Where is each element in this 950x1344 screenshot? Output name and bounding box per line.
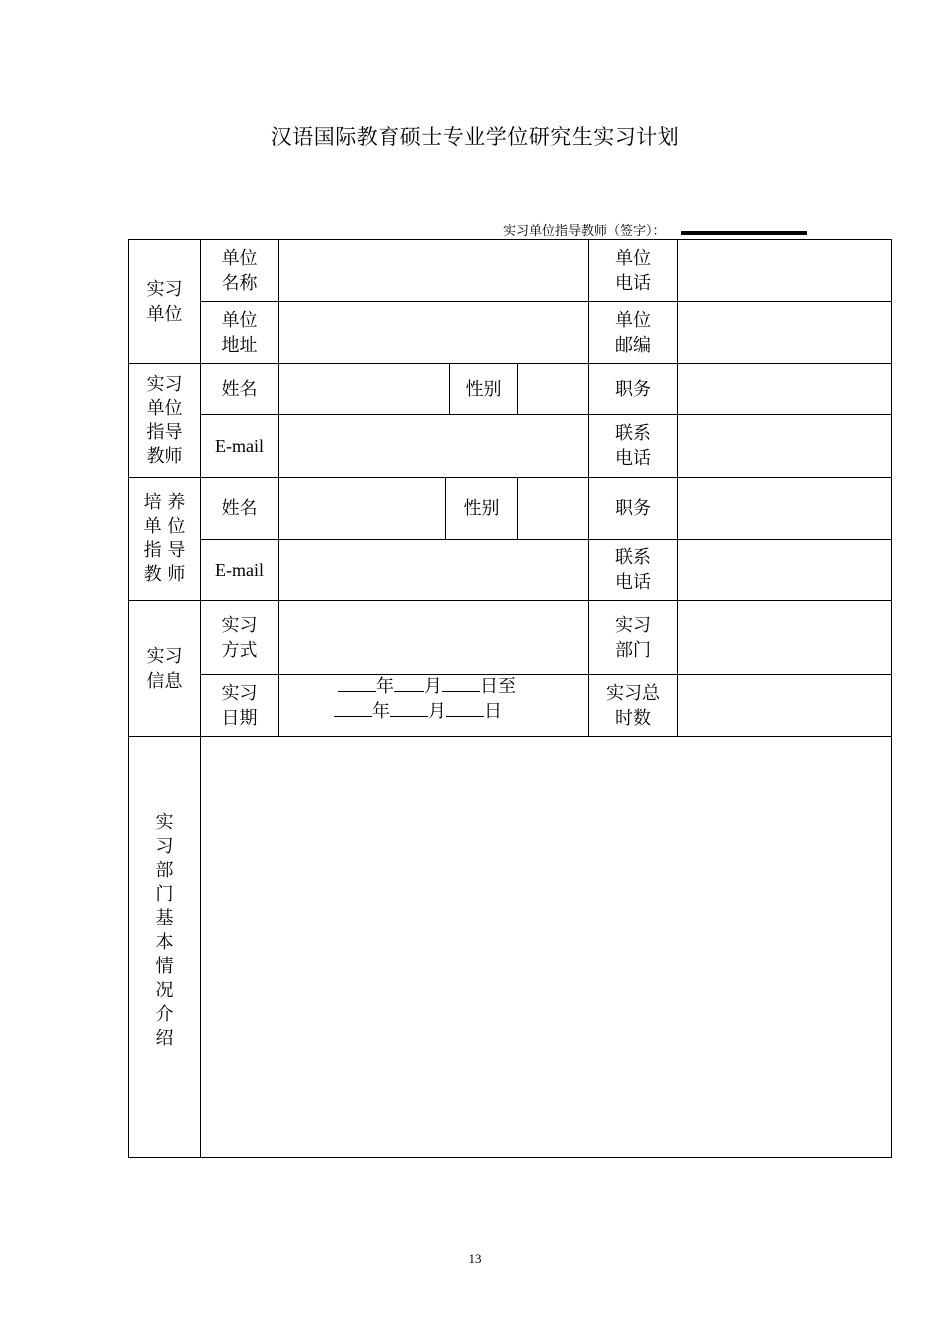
internship-mode-label: 实习 方式 [221, 614, 258, 661]
internship-total-hours-field[interactable] [678, 675, 891, 736]
unit-supervisor-name-label: 姓名 [221, 378, 258, 400]
unit-supervisor-label: 实习 单位 指导 教师 [146, 373, 183, 467]
unit-supervisor-gender-field[interactable] [518, 364, 588, 414]
unit-supervisor-email-label: E-mail [215, 435, 264, 456]
training-supervisor-name-label: 姓名 [221, 498, 258, 519]
internship-dept-label: 实习 部门 [615, 614, 651, 661]
training-supervisor-position-field[interactable] [678, 478, 891, 539]
internship-end-date[interactable]: 年 月 日 [334, 698, 502, 724]
training-supervisor-gender-label: 性别 [463, 498, 500, 519]
unit-phone-label: 单位 电话 [615, 247, 651, 294]
internship-dept-field[interactable] [678, 601, 891, 674]
training-supervisor-name-field[interactable] [279, 478, 445, 539]
training-supervisor-email-label: E-mail [215, 559, 264, 580]
training-supervisor-position-label: 职务 [615, 498, 651, 519]
department-intro-field[interactable] [201, 737, 891, 1157]
internship-info-label: 实习 信息 [146, 645, 183, 692]
unit-postcode-label: 单位 邮编 [615, 309, 651, 356]
training-supervisor-contact-label: 联系 电话 [615, 547, 651, 593]
unit-name-field[interactable] [279, 240, 588, 301]
unit-address-label: 单位 地址 [221, 309, 258, 356]
internship-start-date[interactable]: 年 月 日至 [338, 673, 516, 699]
unit-postcode-field[interactable] [678, 302, 891, 363]
unit-supervisor-gender-label: 性别 [465, 378, 502, 400]
unit-supervisor-position-field[interactable] [678, 364, 891, 414]
unit-phone-field[interactable] [678, 240, 891, 301]
internship-date-label: 实习 日期 [221, 682, 258, 729]
unit-supervisor-contact-field[interactable] [678, 415, 891, 477]
internship-unit-label: 实习 单位 [146, 278, 183, 325]
training-supervisor-contact-field[interactable] [678, 540, 891, 600]
page-title: 汉语国际教育硕士专业学位研究生实习计划 [270, 125, 680, 149]
internship-total-hours-label: 实习总 时数 [606, 682, 660, 729]
page-number: 13 [468, 1251, 482, 1266]
unit-address-field[interactable] [279, 302, 588, 363]
department-intro-label: 实 习 部 门 基 本 情 况 介 绍 [155, 812, 174, 1049]
training-supervisor-gender-field[interactable] [518, 478, 588, 539]
signature-label-text: 实习单位指导教师（签字）： [503, 223, 666, 239]
training-supervisor-email-field[interactable] [279, 540, 588, 600]
unit-supervisor-email-field[interactable] [279, 415, 588, 477]
unit-supervisor-position-label: 职务 [615, 378, 651, 400]
signature-line[interactable] [681, 231, 807, 235]
signature-label [503, 219, 666, 239]
unit-name-label: 单位 名称 [221, 247, 258, 294]
training-supervisor-label: 培 养 单 位 指 导 教 师 [143, 492, 186, 585]
unit-supervisor-name-field[interactable] [279, 364, 449, 414]
unit-supervisor-contact-label: 联系 电话 [615, 423, 651, 469]
internship-mode-field[interactable] [279, 601, 588, 674]
